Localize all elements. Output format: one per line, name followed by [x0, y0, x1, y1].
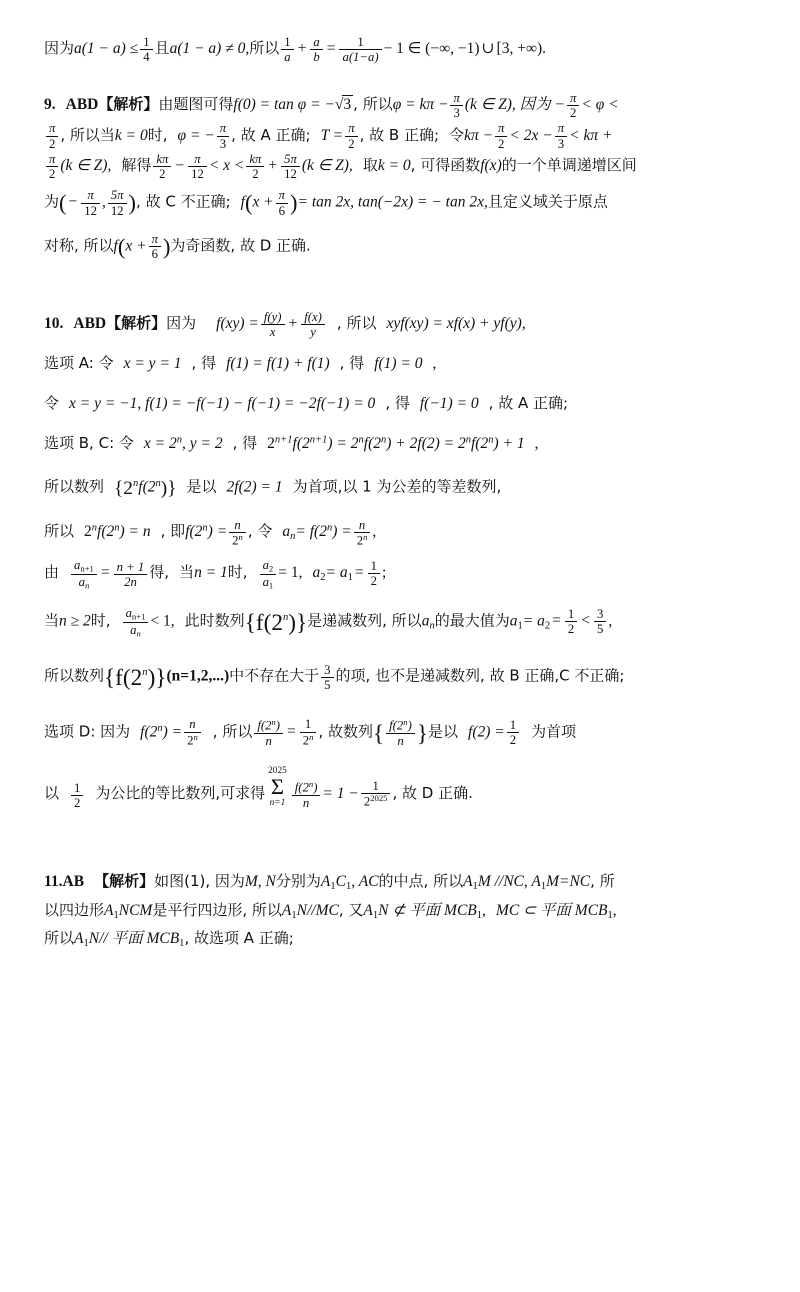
- math-line: 因为a(1 − a) ≤ $\frac{1}{4}$ 且a(1 − a) ≠ 0,所以 $\frac{1}{a}$ + $\frac{a}{b}$ = $\frac{1}{a(1-a)}$ − 1 ∈ (−∞, −1) ∪ [3, +∞).: [44, 34, 547, 65]
- math-line: 所以 $2^nf(2^n) = n$ , 即$f(2^n)$ = $\frac{n}{2^n}$ , 令 $a_n= f(2^n)$ = $\frac{n}{2^n}$ ,: [44, 517, 377, 548]
- math-line: 选项 B, C: 令 $x = 2^n$, y = 2 , 得 $2^{n+1}f(2^{n+1}) = 2^nf(2^n) + 2f(2) = 2^nf(2^n) + 1$ ,: [44, 434, 539, 453]
- math-line: 所以数列$\{f(2^n)\}(n=1,2,...)$中不存在大于 $\frac{3}{5}$ 的项, 也不是递减数列, 故 B 正确,C 不正确;: [44, 662, 625, 692]
- math-line: 11.AB 【解析】如图(1), 因为M, N分别为$A_1C_1$, AC的中点, 所以$A_1M$ //NC, $A_1M=NC$, 所: [44, 872, 615, 892]
- solution-item-9: [44, 90, 744, 268]
- math-line: 当n ≥ 2时, $\frac{a_{n+1}}{a_n}$ < 1, 此时数列{f(2$^n$)}是递减数列, 所以$a_n$的最大值为$a_1= a_2$ = $\frac{1}{2}$ < $\frac{3}{5}$ ,: [44, 606, 613, 639]
- math-line: 选项 A: 令 x = y = 1 , 得 f(1) = f(1) + f(1) , 得 f(1) = 0 ,: [44, 353, 437, 372]
- math-line: 所以数列 {2$^n$f(2$^n$)} 是以 2f(2) = 1 为首项,以 1 为公差的等差数列,: [44, 477, 502, 499]
- solution-item-11: [44, 868, 744, 954]
- math-line: 令 x = y = −1, f(1) = −f(−1) − f(−1) = −2f(−1) = 0 , 得 f(−1) = 0 , 故 A 正确;: [44, 394, 569, 413]
- math-line: 以 $\frac{1}{2}$ 为公比的等比数列,可求得 2025 Σ n=1 $\frac{f(2^n)}{n}$ = 1 − $\frac{1}{2^{2025}}$ , 故 D 正确.: [44, 766, 473, 810]
- math-line: $\frac{\pi}{2}$ , 所以当k = 0时, φ = − $\frac{\pi}{3}$ , 故 A 正确; T = $\frac{\pi}{2}$ , 故 B 正确; 令kπ − $\frac{\pi}{2}$ < 2x − $\frac{\pi}{3}$ < kπ +: [44, 121, 744, 151]
- solution-item-10: [44, 309, 744, 810]
- math-line: 由 $\frac{a_{n+1}}{a_n}$ = $\frac{n + 1}{2n}$ 得, 当n = 1时, $\frac{a_2}{a_1}$ = 1, $a_2= a_1$ = $\frac{1}{2}$ ;: [44, 557, 387, 591]
- math-line: 对称, 所以f(x + $\frac{\pi}{6}$ )为奇函数, 故 D 正确.: [44, 232, 311, 262]
- math-line: 10. ABD【解析】因为 f(xy) = $\frac{f(y)}{x}$ + $\frac{f(x)}{y}$ , 所以 xyf(xy) = xf(x) + yf(y),: [44, 309, 526, 339]
- math-line: 所以$A_1N//$ 平面 $MCB_1$, 故选项 A 正确;: [44, 929, 294, 950]
- math-line: 以四边形$A_1NCM$是平行四边形, 所以$A_1N//MC$, 又$A_1N$ ⊄ 平面 $MCB_1$, MC ⊂ 平面 $MCB_1$,: [44, 900, 617, 921]
- math-line: 为( − $\frac{\pi}{12}$ , $\frac{5\pi}{12}$ ), 故 C 不正确; f(x + $\frac{\pi}{6}$ )= tan 2x, tan(−2x) = − tan 2x,且定义域关于原点: [44, 188, 608, 218]
- math-line: $\frac{\pi}{2}$ (k ∈ Z), 解得 $\frac{k\pi}{2}$ − $\frac{\pi}{12}$ < x < $\frac{k\pi}{2}$ + $\frac{5\pi}{12}$ (k ∈ Z), 取k = 0, 可得函数f(x)的一个单调递增区间: [44, 151, 744, 181]
- math-line: 9. ABD【解析】由题图可得f(0) = tan φ = −√3 , 所以φ = kπ − $\frac{\pi}{3}$ (k ∈ Z), 因为 − $\frac{\pi}{2}$ < φ <: [44, 91, 619, 121]
- paragraph-continuation: [44, 34, 744, 64]
- math-line: 选项 D: 因为 $f(2^n)$ = $\frac{n}{2^n}$ , 所以 $\frac{f(2^n)}{n}$ = $\frac{1}{2^n}$ , 故数列{ $\frac{f(2^n)}{n}$ }是以 f(2) = $\frac{1}{2}$ 为首项: [44, 717, 577, 749]
- summation-symbol: 2025 Σ n=1: [268, 766, 287, 808]
